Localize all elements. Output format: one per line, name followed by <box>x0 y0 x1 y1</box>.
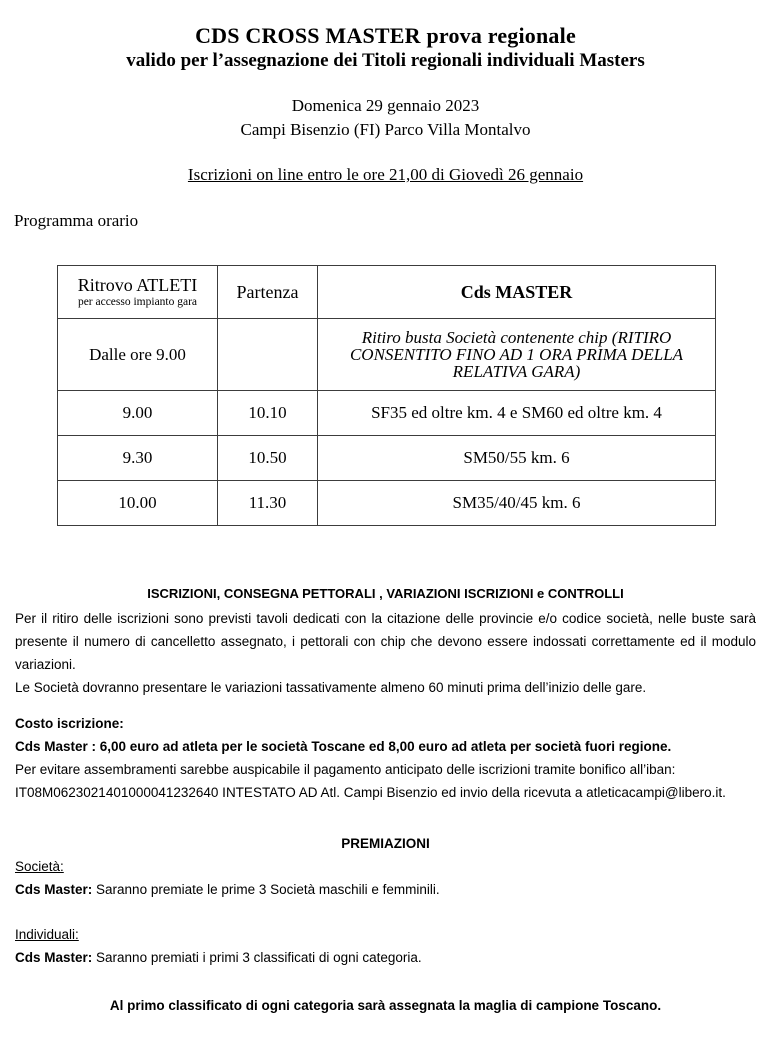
cell-partenza: 10.10 <box>218 391 318 436</box>
premiazioni-section-heading: PREMIAZIONI <box>341 836 430 851</box>
column-header-ritrovo <box>58 266 218 319</box>
champion-jersey-line: Al primo classificato di ogni categoria sarà assegnata la maglia di campione Toscano. <box>109 998 662 1013</box>
document-title: CDS CROSS MASTER prova regionale <box>195 23 576 48</box>
table-row <box>58 436 716 481</box>
cell-gara: SM35/40/45 km. 6 <box>318 481 716 526</box>
fee-line: Cds Master : 6,00 euro ad atleta per le società Toscane ed 8,00 euro ad atleta per società fuori regione. <box>15 739 672 754</box>
societa-prize-line <box>15 878 756 901</box>
cell-partenza: 10.50 <box>218 436 318 481</box>
societa-prize-prefix: Cds Master: <box>15 882 93 897</box>
cell-chip-pickup-note: Ritiro busta Società contenente chip (RITIRO CONSENTITO FINO AD 1 ORA PRIMA DELLA RELATIVA GARA) <box>318 319 716 391</box>
table-row <box>58 481 716 526</box>
cell-gara: SM50/55 km. 6 <box>318 436 716 481</box>
schedule-table-header-row <box>58 266 716 319</box>
payment-advice-line: Per evitare assembramenti sarebbe auspicabile il pagamento anticipato delle iscrizioni tramite bonifico all’iban: <box>15 762 676 777</box>
cell-ritrovo: 9.30 <box>58 436 218 481</box>
schedule-table <box>57 265 716 526</box>
table-row-chip-pickup <box>58 319 716 391</box>
iscrizioni-paragraph: Per il ritiro delle iscrizioni sono previsti tavoli dedicati con la citazione delle provincie e/o codice società, nelle buste sarà presente il numero di cancelletto assegnato, i pettorali con chip che devono essere indossati correttamente ed il modulo variazioni. <box>15 611 756 672</box>
program-schedule-label: Programma orario <box>14 211 139 230</box>
variazioni-note: Le Società dovranno presentare le variazioni tassativamente almeno 60 minuti prima dell’inizio delle gare. <box>15 680 647 695</box>
costo-iscrizione-heading: Costo iscrizione: <box>15 716 124 731</box>
column-header-ritrovo-subtitle: per accesso impianto gara <box>77 296 198 308</box>
column-header-partenza: Partenza <box>218 266 318 319</box>
cell-ritrovo: 10.00 <box>58 481 218 526</box>
column-header-ritrovo-title: Ritrovo ATLETI <box>77 275 198 295</box>
document-page <box>0 22 771 1043</box>
cell-ritrovo: 9.00 <box>58 391 218 436</box>
registration-deadline: Iscrizioni on line entro le ore 21,00 di Giovedì 26 gennaio <box>187 165 584 184</box>
iban-line: IT08M0623021401000041232640 INTESTATO AD Atl. Campi Bisenzio ed invio della ricevuta a atleticacampi@libero.it. <box>15 785 726 800</box>
event-location: Campi Bisenzio (FI) Parco Villa Montalvo <box>240 120 531 139</box>
cell-partenza-empty <box>218 319 318 391</box>
cell-ritrovo-dalle-ore: Dalle ore 9.00 <box>58 319 218 391</box>
individuali-prize-prefix: Cds Master: <box>15 950 93 965</box>
table-row <box>58 391 716 436</box>
document-subtitle: valido per l’assegnazione dei Titoli regionali individuali Masters <box>126 50 645 71</box>
individuali-prize-text: Saranno premiati i primi 3 classificati di ogni categoria. <box>92 950 422 965</box>
cell-gara: SF35 ed oltre km. 4 e SM60 ed oltre km. 4 <box>318 391 716 436</box>
individuali-label: Individuali: <box>15 927 79 942</box>
column-header-cds-master: Cds MASTER <box>318 266 716 319</box>
iscrizioni-section-heading: ISCRIZIONI, CONSEGNA PETTORALI , VARIAZIONI ISCRIZIONI e CONTROLLI <box>147 586 624 601</box>
societa-label: Società: <box>15 859 64 874</box>
societa-prize-text: Saranno premiate le prime 3 Società maschili e femminili. <box>92 882 440 897</box>
cell-partenza: 11.30 <box>218 481 318 526</box>
event-date: Domenica 29 gennaio 2023 <box>291 96 480 115</box>
event-date-block <box>0 94 771 142</box>
individuali-prize-line <box>15 946 756 969</box>
